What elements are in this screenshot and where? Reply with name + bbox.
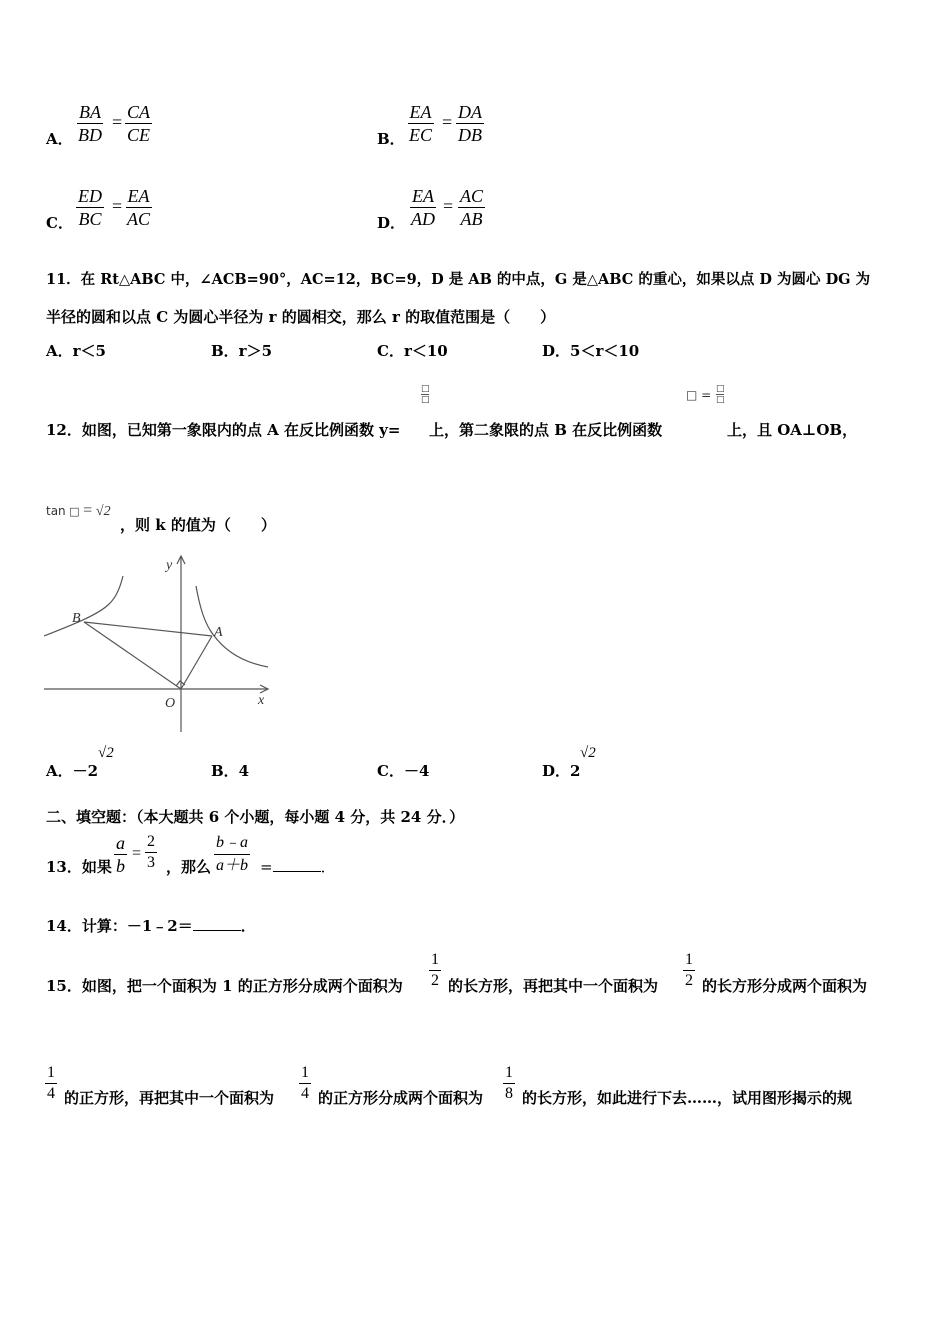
q15-half [429,950,441,991]
equals-sign: = [112,196,123,216]
frac-denominator: AB [460,209,483,229]
q11-option-a: A．r＜5 [46,342,106,360]
q12-text-line1c: 上，且 OA⊥OB， [727,421,858,439]
q12-option-b: B．4 [211,762,250,780]
q13-two-thirds [145,832,157,873]
answer-blank[interactable] [193,916,241,931]
q13-end: ． [320,858,336,876]
q11-text-line1: 11．在 Rt△ABC 中，∠ACB=90°，AC=12，BC=9，D 是 AB 的中点，G 是△ABC 的重心，如果以点 D 为圆心 DG 为 [46,271,871,288]
q10-option-c-label: C． [46,214,73,232]
frac-denominator: 2 [431,972,439,989]
frac-denominator: 4 [47,1085,55,1102]
frac-numerator: 1 [429,950,441,971]
frac-denominator: 3 [147,854,155,871]
segment-ob [84,622,181,689]
broken-formula-image: □ □ [421,384,430,405]
frac-denominator: CE [127,125,151,145]
q15-part4: 的正方形，再把其中一个面积为 [64,1089,275,1107]
q14-line [46,916,256,936]
frac-numerator: 2 [145,832,157,853]
frac-numerator: 1 [299,1063,311,1084]
frac-numerator: b﹣a [214,832,250,855]
q10-a-right-fraction [125,101,152,146]
frac-numerator: EA [412,186,434,206]
frac-denominator: b [116,856,125,876]
q15-eighth [503,1063,515,1104]
q15-part5: 的正方形分成两个面积为 [318,1089,484,1107]
q12-option-a-root: √2 [98,745,114,761]
q14-text: 14．计算：－1﹣2＝ [46,917,193,935]
frac-denominator: AC [127,209,151,229]
frac-numerator: 1 [45,1063,57,1084]
frac-numerator: ED [78,186,102,206]
tan-equals: = [83,502,93,519]
q12-figure [44,550,274,735]
frac-denominator: 2 [685,972,693,989]
q15-quarter [299,1063,311,1104]
point-a-label: A [214,625,223,640]
frac-numerator: AC [460,186,484,206]
frac-numerator: a [116,833,125,853]
q12-option-c: C．－4 [377,762,430,780]
q15-part1: 15．如图，把一个面积为 1 的正方形分成两个面积为 [46,977,403,995]
frac-numerator: BA [79,102,101,122]
q12-text-line2: ，则 k 的值为（ ） [120,516,276,534]
point-b-label: B [72,611,81,626]
q13-mid: ，那么 [166,858,212,876]
q13-equals: = [260,858,273,876]
x-axis-label: x [258,693,265,708]
q10-d-left-fraction [409,185,437,230]
frac-numerator: 1 [503,1063,515,1084]
q11-option-b: B．r＞5 [211,342,273,360]
broken-formula-image: □ = [686,388,712,402]
tan-formula: tan □ = √2 [46,502,111,519]
q11-option-c: C．r＜10 [377,342,448,360]
q10-a-left-fraction [76,101,104,146]
q12-option-d-root: √2 [580,745,596,761]
q12-option-a: A．－2 [46,762,99,780]
q13-suffix [260,857,336,877]
curve-second-quadrant [44,576,123,636]
y-axis-label: y [166,558,173,573]
equals-sign: = [443,196,454,216]
q12-option-d: D．2 [542,762,581,780]
frac-numerator: EA [409,102,432,122]
q12-text-line1b: 上，第二象限的点 B 在反比例函数 [429,421,663,439]
frac-numerator: 1 [683,950,695,971]
segment-ba [84,622,212,636]
frac-denominator: 4 [301,1085,309,1102]
q11-option-d: D．5＜r＜10 [542,342,640,360]
q10-d-right-fraction [458,185,485,230]
q15-part2: 的长方形，再把其中一个面积为 [448,977,659,995]
curve-first-quadrant [196,586,268,667]
frac-numerator: EA [127,186,150,206]
frac-denominator: AD [411,209,435,229]
equals-sign: = [442,112,453,132]
q15-half [683,950,695,991]
q10-b-left-fraction [407,101,434,146]
frac-denominator: BD [78,125,102,145]
frac-denominator: EC [409,125,433,145]
q13-expression-fraction [214,832,250,877]
equals-sign: = [132,845,142,862]
q10-option-d-label: D． [377,214,406,232]
q13-prefix: 13．如果 [46,858,112,876]
sqrt-two: √2 [95,504,111,519]
q15-part6: 的长方形，如此进行下去……，试用图形揭示的规 [522,1089,853,1107]
q15-quarter [45,1063,57,1104]
q15-part3: 的长方形分成两个面积为 [702,977,868,995]
equals-sign: = [112,112,123,132]
frac-denominator: DB [458,125,482,145]
frac-denominator: 8 [505,1085,513,1102]
q10-c-right-fraction [125,185,152,230]
frac-denominator: a＋b [216,857,249,874]
tan-label: tan [46,504,66,518]
q10-option-a-label: A． [46,130,73,148]
q10-option-b-label: B． [377,130,405,148]
q12-text-line1a: 12．如图，已知第一象限内的点 A 在反比例函数 y= [46,421,401,439]
segment-oa [181,636,212,689]
broken-formula-image: □ □ [716,384,725,405]
frac-numerator: DA [458,102,482,122]
q10-c-left-fraction [76,185,104,230]
q10-b-right-fraction [456,101,484,146]
frac-numerator: CA [127,102,151,122]
origin-label: O [165,696,176,711]
answer-blank[interactable] [273,857,321,872]
q13-a-over-b [114,832,127,877]
q14-end: ． [240,917,256,935]
frac-denominator: BC [78,209,102,229]
q11-text-line2: 半径的圆和以点 C 为圆心半径为 r 的圆相交，那么 r 的取值范围是（ ） [46,308,556,326]
section-2-heading: 二、填空题：（本大题共 6 个小题，每小题 4 分，共 24 分．） [46,808,465,826]
